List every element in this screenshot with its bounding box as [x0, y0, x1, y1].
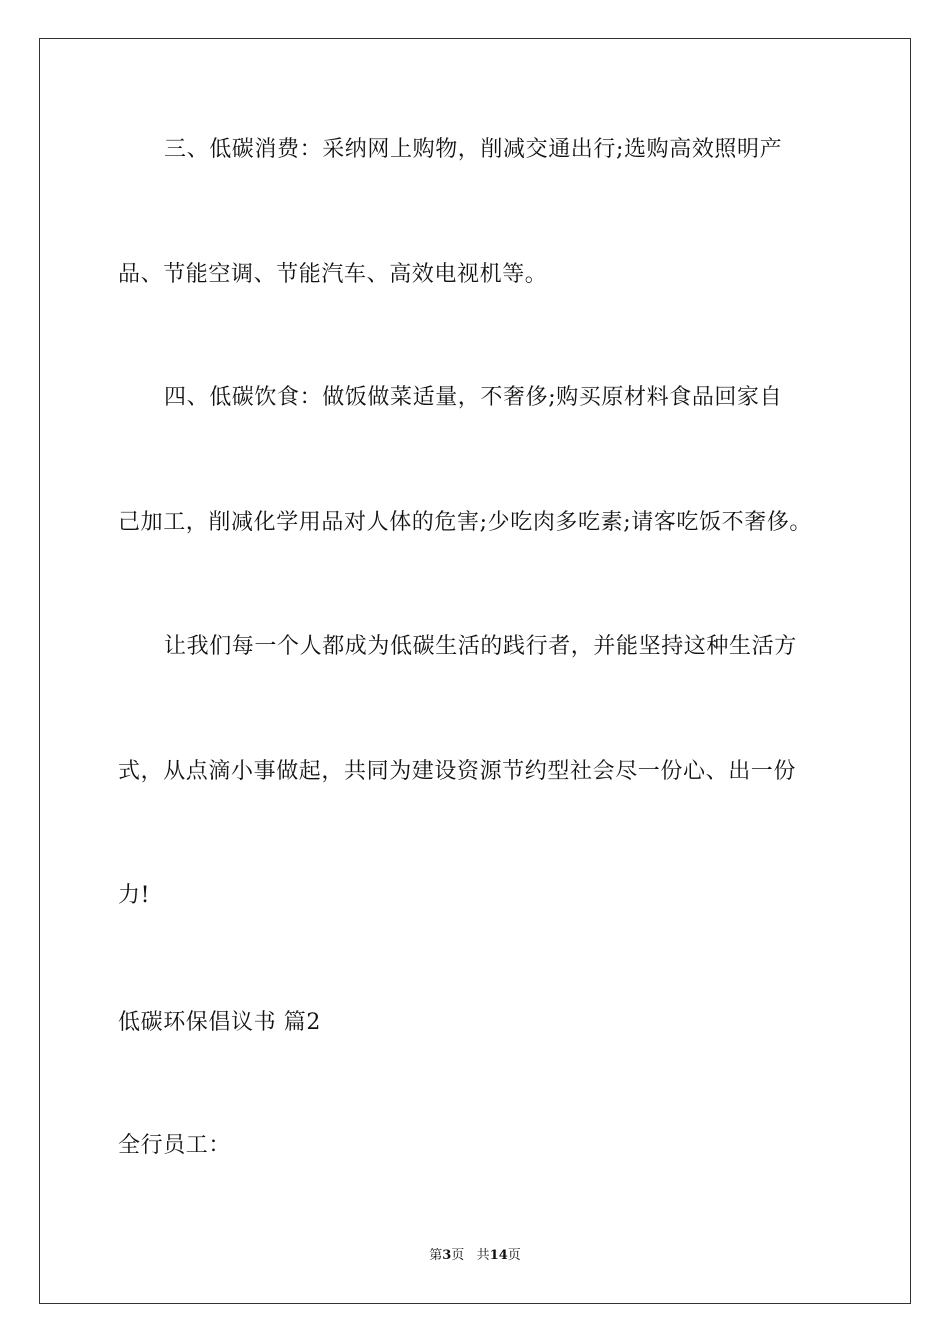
salutation: 全行员工： [118, 1133, 232, 1158]
footer-page-suffix: 页 [451, 1248, 465, 1263]
footer-total-suffix: 页 [507, 1248, 521, 1263]
footer-page-current: 3 [442, 1248, 452, 1263]
paragraph-2-line-2: 己加工，削减化学用品对人体的危害;少吃肉多吃素;请客吃饭不奢侈。 [118, 510, 813, 535]
paragraph-1-line-1: 三、低碳消费：采纳网上购物，削减交通出行;选购高效照明产 [164, 137, 783, 162]
paragraph-1-line-2: 品、节能空调、节能汽车、高效电视机等。 [118, 262, 548, 287]
paragraph-3-line-2: 式，从点滴小事做起，共同为建设资源节约型社会尽一份心、出一份 [118, 759, 797, 784]
footer-total-prefix: 共 [476, 1248, 490, 1263]
paragraph-3-line-3: 力! [118, 883, 151, 908]
footer-page-prefix: 第 [429, 1248, 443, 1263]
paragraph-3-line-1: 让我们每一个人都成为低碳生活的践行者，并能坚持这种生活方 [164, 634, 797, 659]
paragraph-2-line-1: 四、低碳饮食：做饭做菜适量，不奢侈;购买原材料食品回家自 [164, 385, 783, 410]
footer-page-total: 14 [489, 1248, 508, 1263]
page-footer [0, 1248, 950, 1264]
section-title: 低碳环保倡议书 篇2 [118, 1010, 321, 1035]
page-border [39, 38, 911, 1304]
